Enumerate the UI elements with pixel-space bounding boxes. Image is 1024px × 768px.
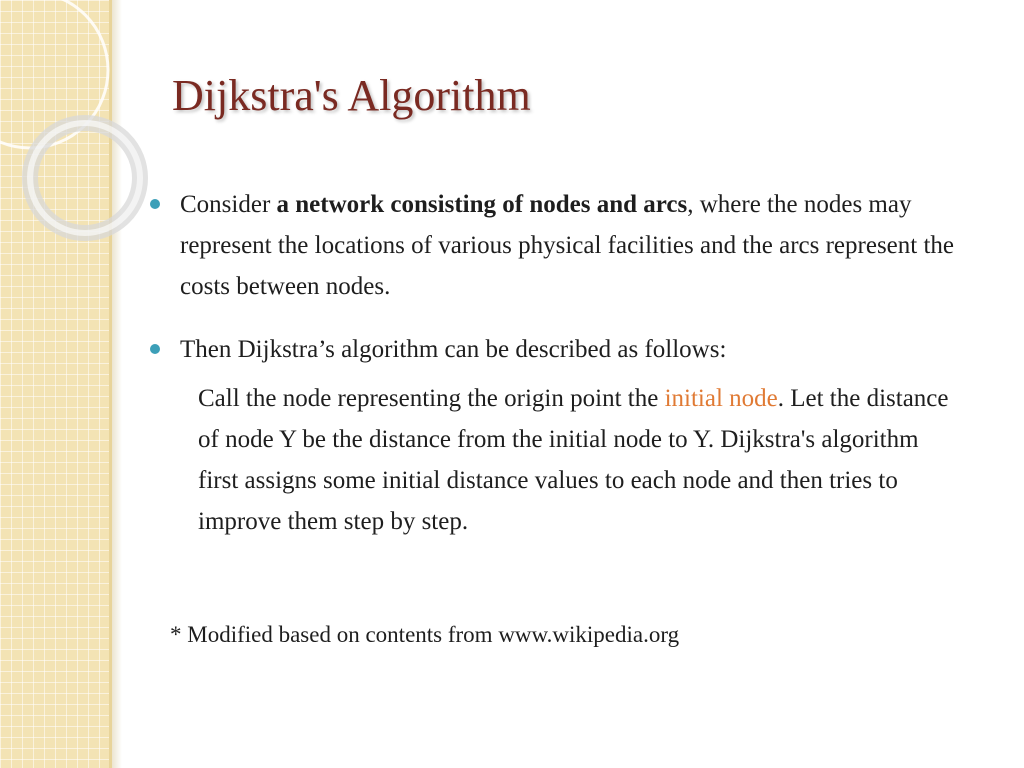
ring-medium-inner	[30, 123, 140, 233]
bullet-bold-phrase: a network consisting of nodes and arcs	[276, 191, 688, 218]
decorative-rings	[0, 0, 130, 260]
bullet-suffix: , where the nodes may represent the locations of various physical facilities and the arcs represent the costs between nodes.	[180, 191, 955, 300]
bullet-dot-icon	[150, 344, 160, 354]
bullet-dot-icon	[150, 199, 160, 209]
algorithm-description	[198, 378, 950, 542]
source-footnote: * Modified based on contents from www.wikipedia.org	[170, 622, 680, 647]
description-before: Call the node representing the origin point the	[198, 385, 665, 412]
slide-content	[148, 184, 968, 542]
bullet-item-network	[148, 184, 968, 307]
description-after: . Let the distance of node Y be the distance from the initial node to Y. Dijkstra's algorithm first assigns some initial distance values to each node and then tries to improve them step by step.	[198, 385, 949, 535]
bullet-prefix: Consider	[180, 191, 277, 218]
bullet-item-algorithm	[148, 329, 968, 370]
bullet-text: Then Dijkstra’s algorithm can be described as follows:	[180, 336, 727, 363]
slide-title: Dijkstra's Algorithm	[172, 71, 531, 120]
initial-node-highlight: initial node	[664, 385, 778, 412]
